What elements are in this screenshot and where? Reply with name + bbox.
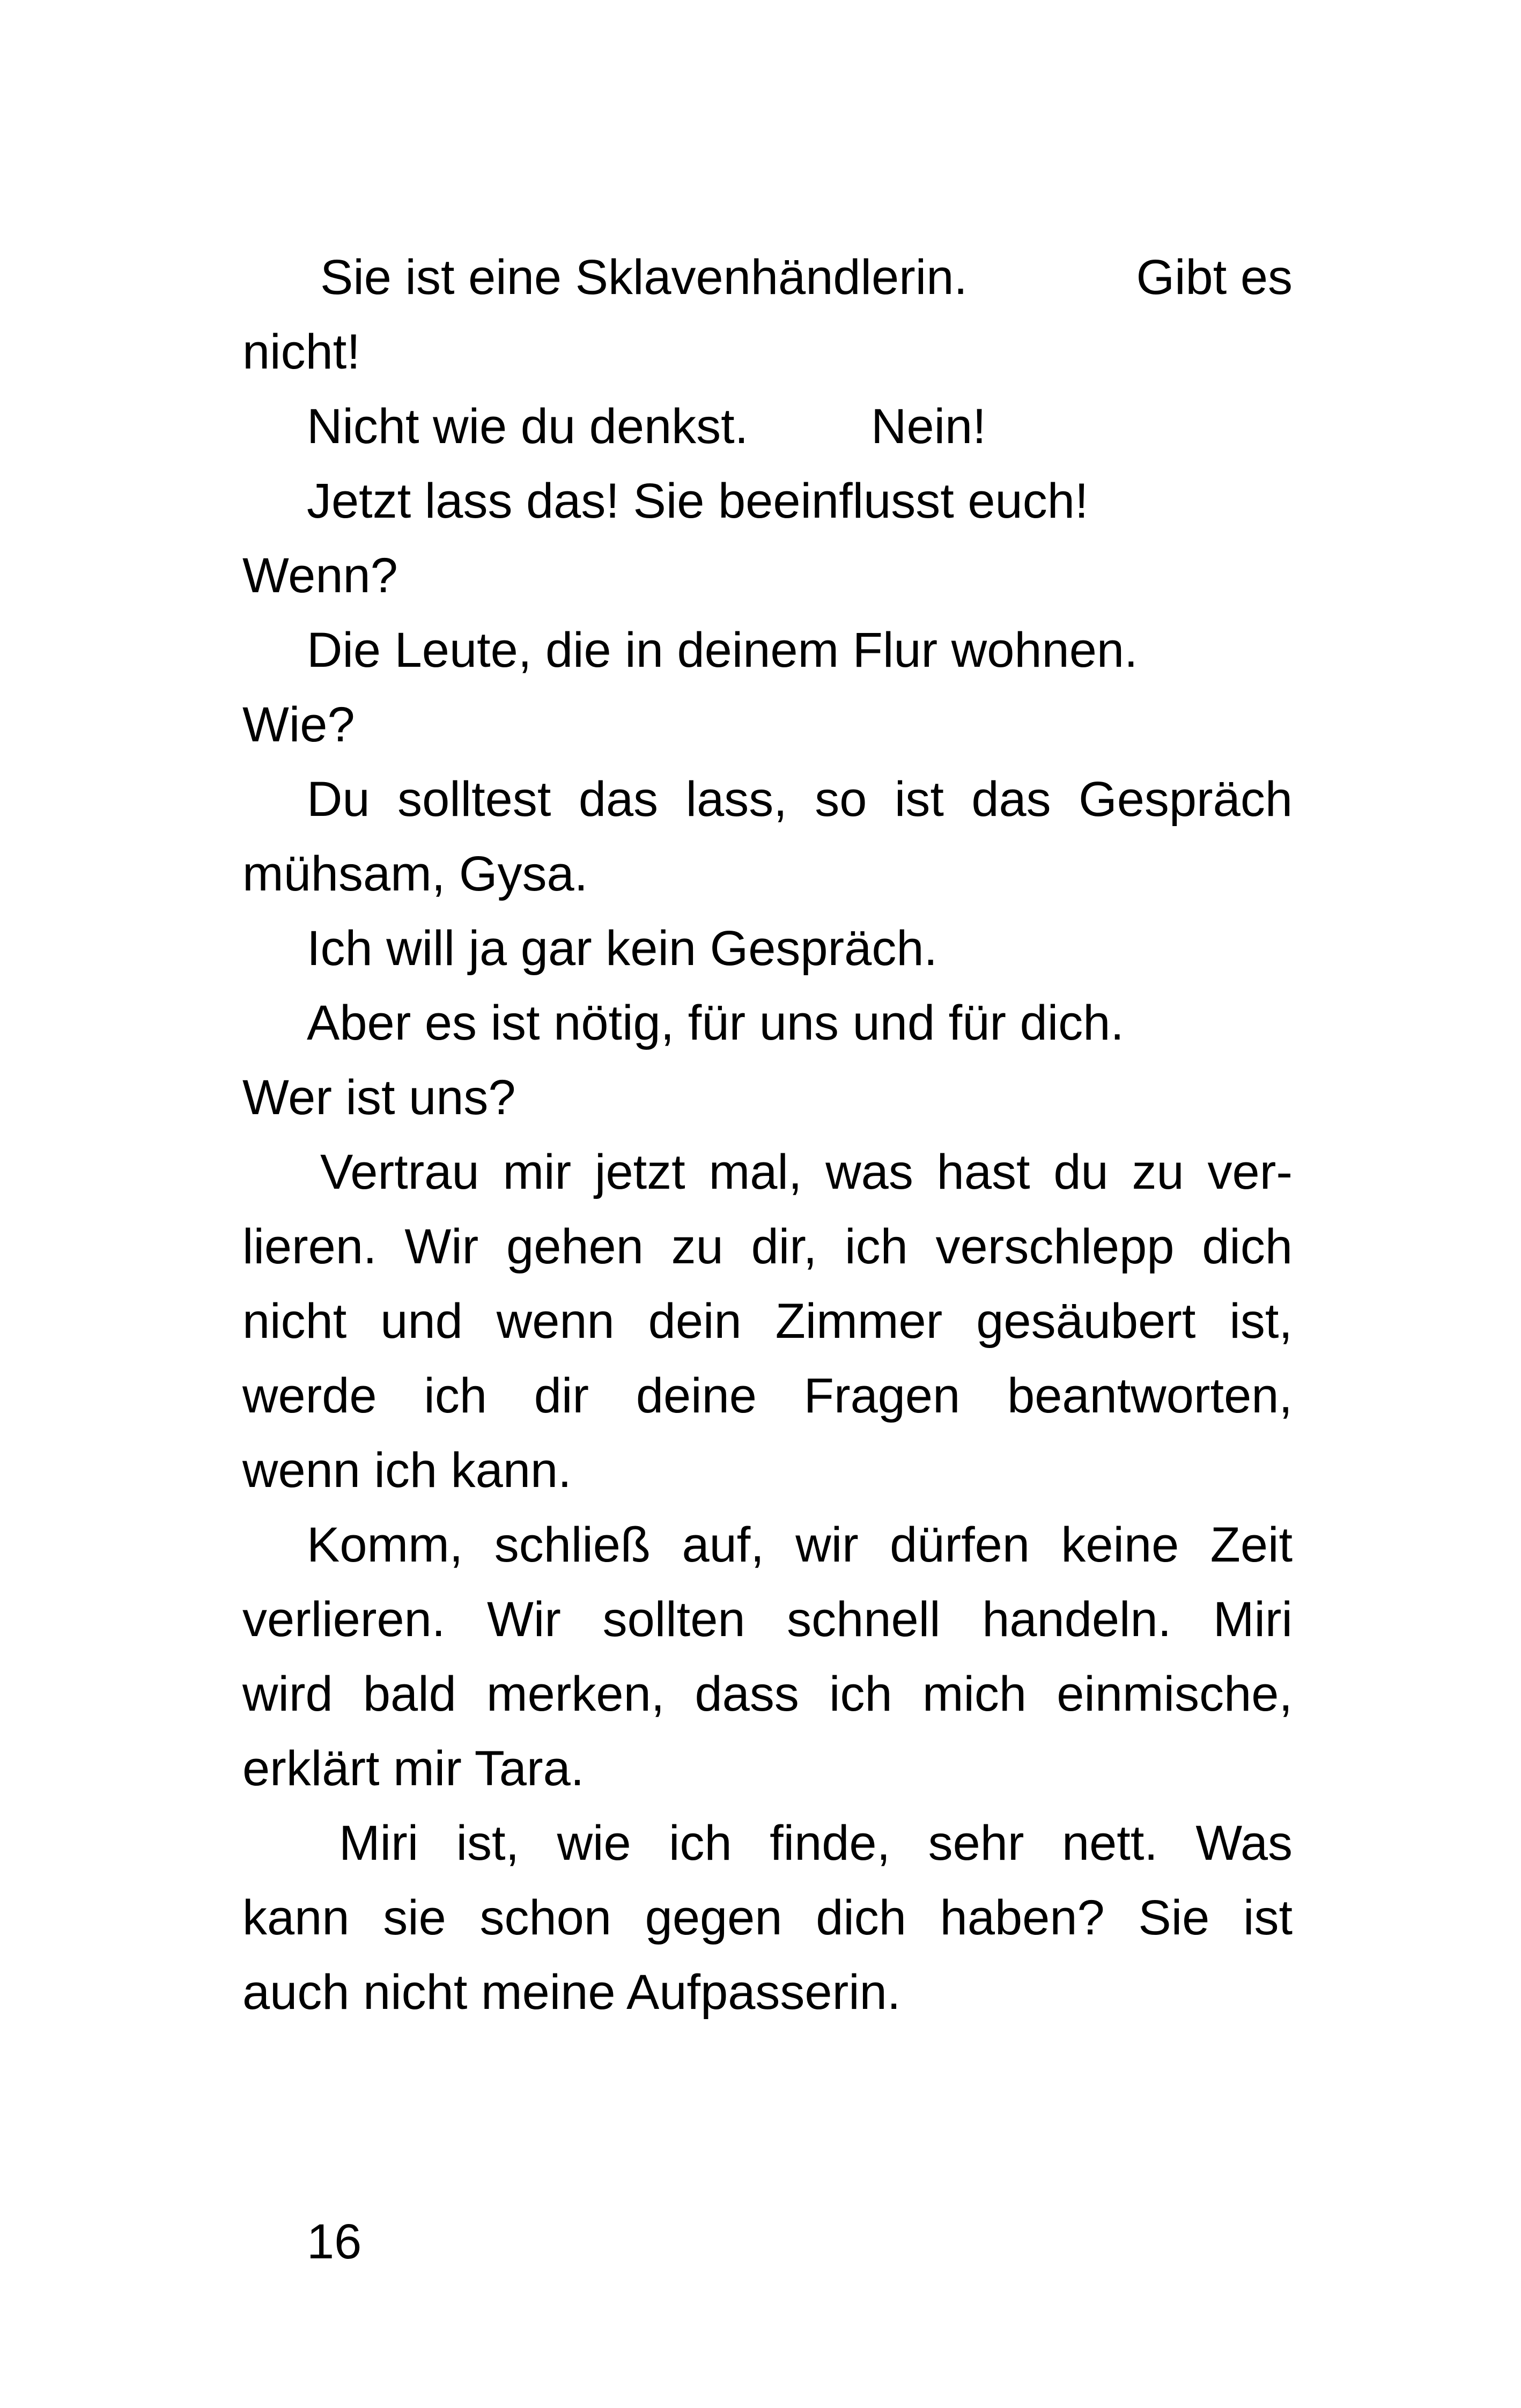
page-number: 16 bbox=[307, 2214, 362, 2269]
text-line bbox=[242, 240, 1293, 315]
text-line: nicht! bbox=[242, 325, 360, 379]
text-line: lieren. Wir gehen zu dir, ich verschlepp dich bbox=[242, 1219, 1293, 1274]
text-line: Komm, schließ auf, wir dürfen keine Zeit bbox=[307, 1518, 1293, 1572]
text-line: wird bald merken, dass ich mich einmische, bbox=[242, 1667, 1293, 1721]
text-line: Aber es ist nötig, für uns und für dich. bbox=[307, 996, 1124, 1050]
text-line: erklärt mir Tara. bbox=[242, 1741, 585, 1796]
text-line: nicht und wenn dein Zimmer gesäubert ist, bbox=[242, 1294, 1293, 1349]
text-line: Die Leute, die in deinem Flur wohnen. bbox=[307, 623, 1138, 678]
text-line: Miri ist, wie ich finde, sehr nett. Was bbox=[339, 1816, 1293, 1871]
text-segment: Gibt es bbox=[1136, 250, 1293, 305]
text-line: werde ich dir deine Fragen beantworten, bbox=[242, 1368, 1293, 1423]
text-segment: Nicht wie du denkst. bbox=[307, 399, 749, 454]
text-line: Jetzt lass das! Sie beeinflusst euch! bbox=[307, 474, 1089, 528]
text-line: Wenn? bbox=[242, 548, 398, 603]
text-line: verlieren. Wir sollten schnell handeln. Miri bbox=[242, 1592, 1293, 1647]
text-line bbox=[242, 389, 1293, 464]
text-line: Wer ist uns? bbox=[242, 1070, 516, 1125]
text-line: Wie? bbox=[242, 697, 355, 752]
text-line: kann sie schon gegen dich haben? Sie ist bbox=[242, 1890, 1293, 1945]
text-line: Vertrau mir jetzt mal, was hast du zu ver- bbox=[320, 1145, 1293, 1199]
text-segment: Sie ist eine Sklavenhändlerin. bbox=[320, 250, 968, 305]
text-line: Du solltest das lass, so ist das Gespräch bbox=[307, 772, 1293, 827]
text-segment: Nein! bbox=[871, 399, 986, 454]
text-line: wenn ich kann. bbox=[242, 1443, 572, 1498]
text-line: auch nicht meine Aufpasserin. bbox=[242, 1965, 901, 2020]
text-line: Ich will ja gar kein Gespräch. bbox=[307, 921, 938, 976]
text-line: mühsam, Gysa. bbox=[242, 846, 588, 901]
